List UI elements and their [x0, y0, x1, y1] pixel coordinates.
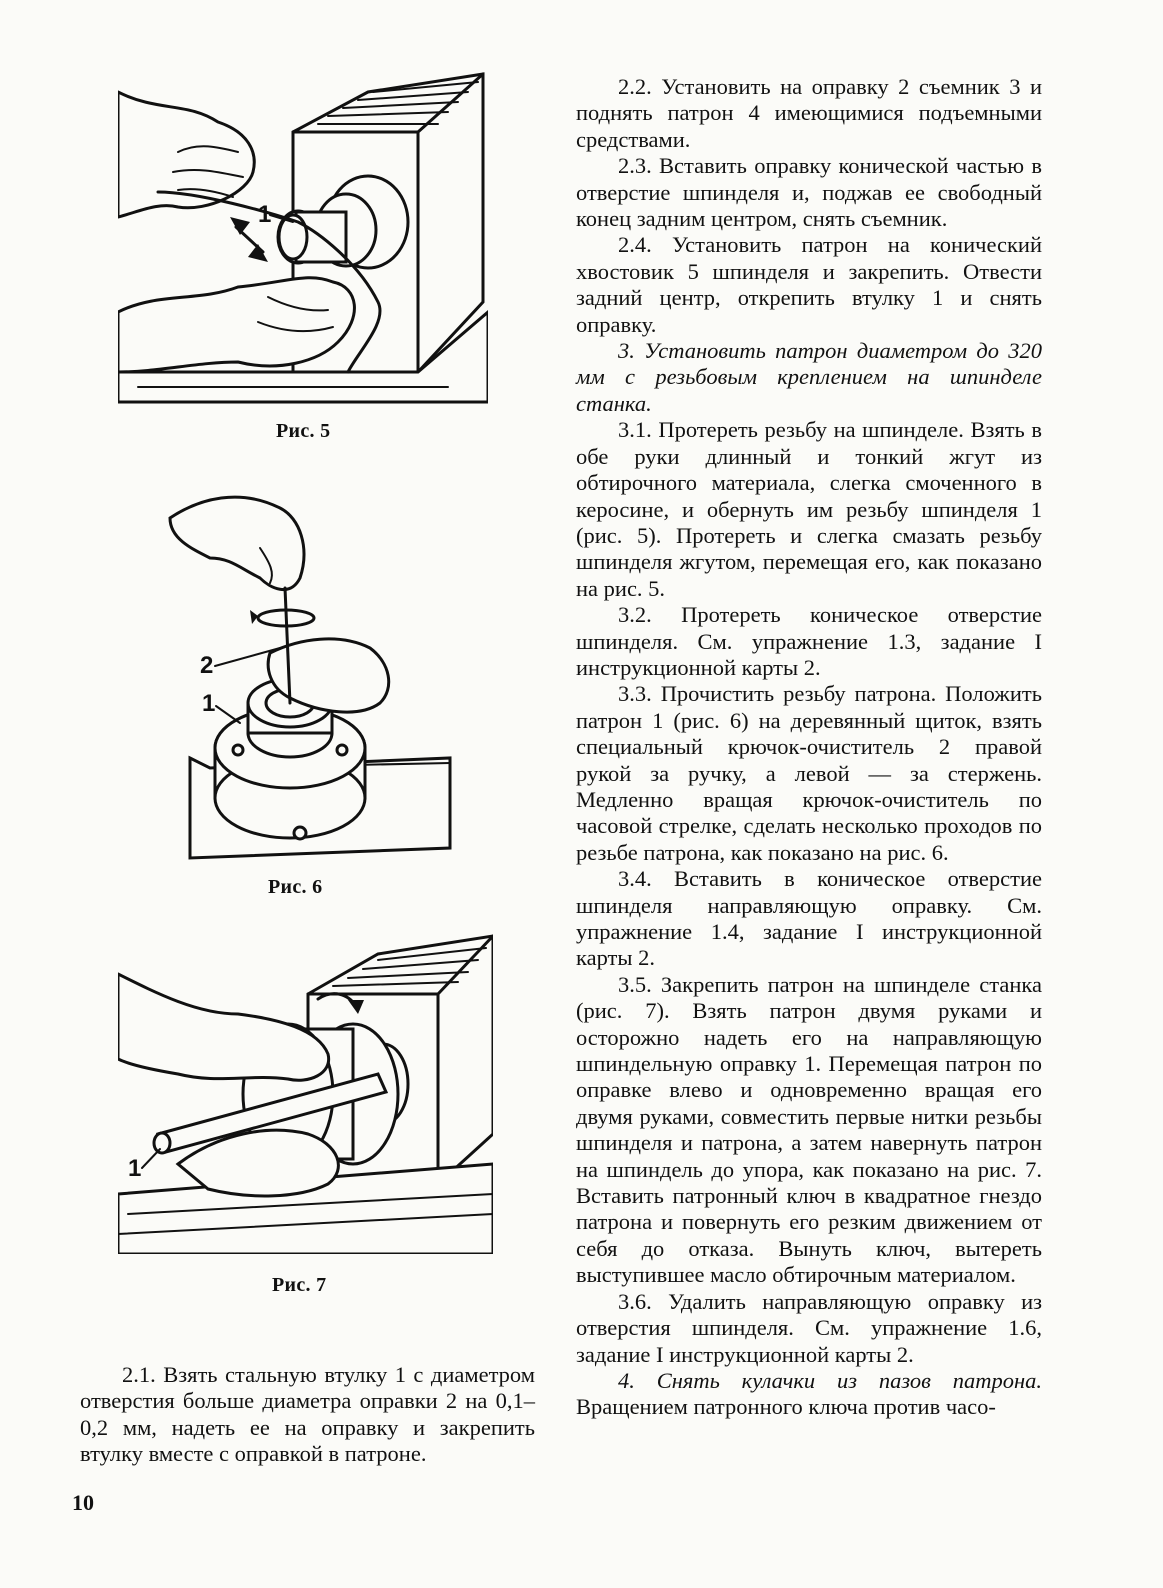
- paragraph-3-5: 3.5. Закрепить патрон на шпинделе станка (рис. 7). Взять патрон двумя руками и осторожно надеть его на направляющую шпиндельную оправку 1. Перемещая патрон по оправке влево и одновременно вращая его двумя руками, совместить первые нитки резьбы шпинделя и патрона, а затем навернуть патрон на шпиндель до упора, как показано на рис. 7. Вставить патронный ключ в квадратное гнездо патрона и повернуть его резким движением от себя до отказа. Вынуть ключ, вытереть выступившее масло обтирочным материалом.: [576, 971, 1042, 1288]
- paragraph-3-4: 3.4. Вставить в коническое отверстие шпинделя направляющую оправку. См. упражнение 1.4, задание I инструкционной карты 2.: [576, 866, 1042, 971]
- figure-5-label-1: 1: [258, 201, 272, 228]
- figure-7-label-1: 1: [128, 1155, 142, 1182]
- paragraph-3-6: 3.6. Удалить направляющую оправку из отверстия шпинделя. См. упражнение 1.6, задание I инструкционной карты 2.: [576, 1288, 1042, 1367]
- left-column-text: [80, 1362, 535, 1468]
- figure-7: [118, 934, 493, 1254]
- figure-7-caption: Рис. 7: [272, 1274, 327, 1296]
- figure-7-illustration: [118, 934, 493, 1254]
- paragraph-2-3: 2.3. Вставить оправку конической частью в отверстие шпинделя и, поджав ее свободный конец задним центром, снять съемник.: [576, 153, 1042, 232]
- paragraph-3-heading: 3. Установить патрон диаметром до 320 мм с резьбовым креплением на шпинделе станка.: [576, 338, 1042, 416]
- figure-5: [118, 72, 488, 412]
- paragraph-4: [576, 1368, 1042, 1421]
- figure-6-label-2: 2: [200, 652, 214, 679]
- figure-6-illustration: [150, 488, 490, 868]
- paragraph-3-2: 3.2. Протереть коническое отверстие шпинделя. См. упражнение 1.3, задание I инструкционной карты 2.: [576, 602, 1042, 680]
- figure-5-illustration: [118, 72, 488, 412]
- paragraph-4-body: Вращением патронного ключа против часо-: [576, 1394, 996, 1420]
- page-number: 10: [72, 1490, 94, 1515]
- paragraph-3-1: 3.1. Протереть резьбу на шпинделе. Взять в обе руки длинный и тонкий жгут из обтирочного материала, слегка смоченного в керосине, и обернуть им резьбу шпинделя 1 (рис. 5). Протереть и слегка смазать резьбу шпинделя жгутом, перемещая его, как показано на рис. 5.: [576, 417, 1042, 601]
- paragraph-2-2: 2.2. Установить на оправку 2 съемник 3 и поднять патрон 4 имеющимися подъемными средствами.: [576, 74, 1042, 152]
- figure-6: [150, 488, 490, 868]
- figure-6-label-1: 1: [202, 690, 216, 717]
- figure-6-caption: Рис. 6: [268, 876, 323, 898]
- paragraph-4-heading: 4. Снять кулачки из пазов патрона.: [618, 1367, 1042, 1393]
- paragraph-3-3: 3.3. Прочистить резьбу патрона. Положить патрон 1 (рис. 6) на деревянный щиток, взять специальный крючок-очиститель 2 правой рукой за ручку, а левой — за стержень. Медленно вращая крючок-очиститель по часовой стрелке, сделать несколько проходов по резьбе патрона, как показано на рис. 6.: [576, 681, 1042, 865]
- paragraph-2-4: 2.4. Установить патрон на конический хвостовик 5 шпинделя и закрепить. Отвести задний центр, открепить втулку 1 и снять оправку.: [576, 232, 1042, 337]
- right-column: [576, 74, 1042, 1421]
- figure-5-caption: Рис. 5: [276, 420, 331, 442]
- paragraph-2-1: 2.1. Взять стальную втулку 1 с диаметром отверстия больше диаметра оправки 2 на 0,1–0,2 мм, надеть ее на оправку и закрепить втулку вместе с оправкой в патроне.: [80, 1362, 535, 1467]
